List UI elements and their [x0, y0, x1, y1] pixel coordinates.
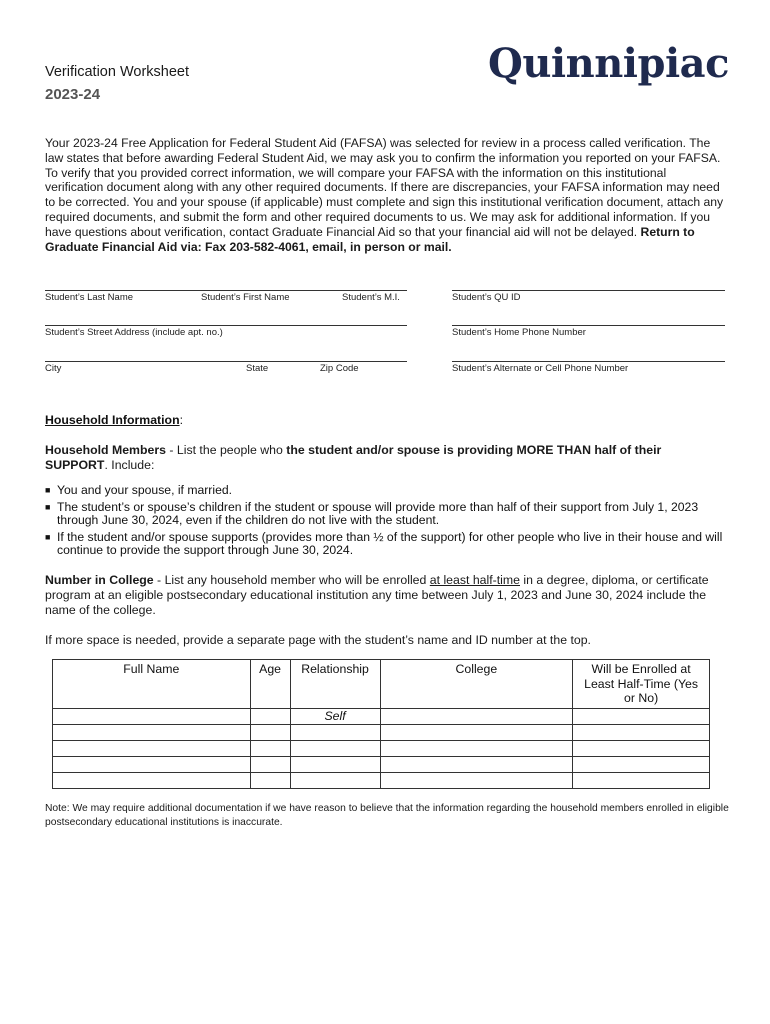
mi-label: Student’s M.I. [342, 292, 400, 303]
zip-label: Zip Code [320, 363, 359, 374]
cell-full-name[interactable] [53, 772, 251, 788]
cell-relationship[interactable]: Self [290, 708, 380, 724]
cell-age[interactable] [250, 740, 290, 756]
list-item: ■ The student’s or spouse’s children if the student or spouse will provide more than half of their support from July 1, 2023 through June 30, 2024, even if the children do not live with the student. [45, 499, 699, 527]
list-item: ■ If the student and/or spouse supports (provides more than ½ of the support) for other people who live in their house and will continue to provide the support through June 30, 2024. [45, 529, 723, 557]
first-name-label: Student’s First Name [201, 292, 290, 303]
cell-college[interactable] [380, 772, 573, 788]
col-enrolled-half-time: Will be Enrolled at Least Half-Time (Yes or No) [573, 660, 710, 709]
cell-full-name[interactable] [53, 756, 251, 772]
last-name-label: Student’s Last Name [45, 292, 134, 303]
page-title: Verification Worksheet [45, 64, 189, 80]
cell-age[interactable] [250, 772, 290, 788]
cell-relationship[interactable] [290, 756, 380, 772]
col-college: College [380, 660, 573, 709]
cell-relationship[interactable] [290, 772, 380, 788]
cell-enrolled[interactable] [573, 708, 710, 724]
col-age: Age [250, 660, 290, 709]
cell-enrolled[interactable] [573, 772, 710, 788]
household-table [52, 659, 710, 789]
qu-id-line[interactable] [452, 290, 725, 291]
list-item: ■ You and your spouse, if married. [45, 483, 233, 497]
street-address-label: Student’s Street Address (include apt. no.) [45, 327, 223, 338]
home-phone-label: Student’s Home Phone Number [452, 327, 586, 338]
return-instructions: Return to Graduate Financial Aid via: Fax 203-582-4061, email, in person or mail. [45, 224, 695, 254]
quinnipiac-logo: Quinnipiac [488, 40, 729, 87]
alt-phone-line[interactable] [452, 361, 725, 362]
cell-age[interactable] [250, 708, 290, 724]
household-bullet-list [45, 484, 735, 561]
intro-text: Your 2023-24 Free Application for Federal Student Aid (FAFSA) was selected for review in a process called verification. The law states that before awarding Federal Student Aid, we may ask you to confirm the information you reported on your FAFSA. To verify that you provided correct information, we will compare your FAFSA with the information on this institutional verification document along with any other required documents. If there are discrepancies, your FAFSA information may need to be corrected. You and your spouse (if applicable) must complete and sign this institutional verification document, attach any required documents, and submit the form and other required documents to us. We may ask for additional information. If you have questions about verification, contact Graduate Financial Aid so that your financial aid will not be delayed. [45, 136, 724, 239]
number-in-college-label: Number in College [45, 573, 154, 587]
cell-full-name[interactable] [53, 708, 251, 724]
home-phone-line[interactable] [452, 325, 725, 326]
cell-enrolled[interactable] [573, 740, 710, 756]
award-year: 2023-24 [45, 86, 101, 103]
household-members-paragraph: Household Members - List the people who the student and/or spouse is providing MORE THAN half of their SUPPORT. Include: [45, 443, 662, 472]
bullet-icon: ■ [45, 485, 51, 495]
number-in-college-paragraph: Number in College - List any household member who will be enrolled at least half-time in a degree, diploma, or certificate program at an eligible postsecondary educational institution any time between July 1, 2023 and June 30, 2024 include the name of the college. [45, 573, 709, 617]
cell-age[interactable] [250, 724, 290, 740]
table-row [53, 756, 710, 772]
street-address-line[interactable] [45, 325, 407, 326]
bullet-icon: ■ [45, 501, 51, 512]
bullet-icon: ■ [45, 531, 51, 542]
cell-enrolled[interactable] [573, 756, 710, 772]
cell-full-name[interactable] [53, 724, 251, 740]
cell-age[interactable] [250, 756, 290, 772]
student-name-line[interactable] [45, 290, 407, 291]
cell-college[interactable] [380, 740, 573, 756]
table-row [53, 708, 710, 724]
cell-college[interactable] [380, 708, 573, 724]
cell-college[interactable] [380, 756, 573, 772]
table-row [53, 772, 710, 788]
documentation-note: Note: We may require additional documentation if we have reason to believe that the information regarding the household members enrolled in eligible postsecondary educational institutions is inaccurate. [45, 803, 729, 828]
cell-enrolled[interactable] [573, 724, 710, 740]
col-full-name: Full Name [53, 660, 251, 709]
col-relationship: Relationship [290, 660, 380, 709]
intro-paragraph [45, 136, 725, 254]
alt-phone-label: Student’s Alternate or Cell Phone Number [452, 363, 629, 374]
city-state-zip-line[interactable] [45, 361, 407, 362]
qu-id-label: Student’s QU ID [452, 292, 521, 303]
table-header-row [53, 660, 710, 709]
cell-full-name[interactable] [53, 740, 251, 756]
household-heading: Household Information: [45, 413, 183, 427]
state-label: State [246, 363, 269, 374]
table-row [53, 740, 710, 756]
cell-relationship[interactable] [290, 740, 380, 756]
more-space-instruction: If more space is needed, provide a separate page with the student’s name and ID number at the top. [45, 633, 591, 647]
cell-relationship[interactable] [290, 724, 380, 740]
household-members-label: Household Members [45, 443, 166, 457]
city-label: City [45, 363, 62, 374]
table-row [53, 724, 710, 740]
cell-college[interactable] [380, 724, 573, 740]
